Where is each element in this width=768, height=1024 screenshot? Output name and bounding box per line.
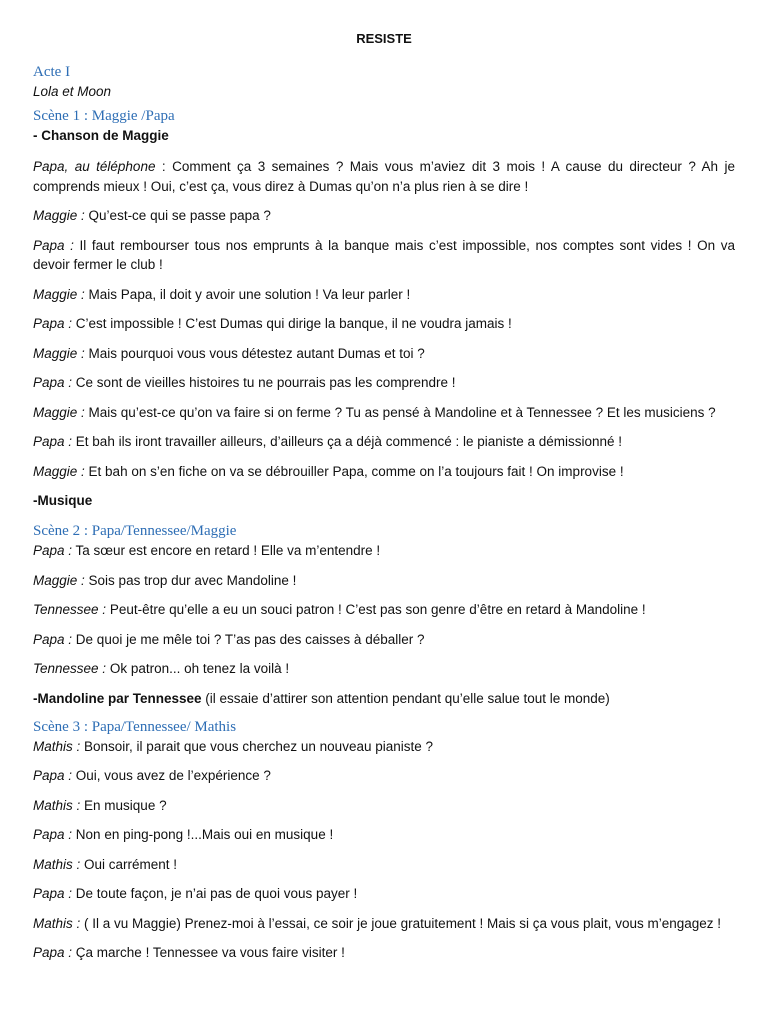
dialogue-text: De quoi je me mêle toi ? T’as pas des caisses à déballer ?	[75, 631, 425, 647]
dialogue-text: En musique ?	[84, 797, 167, 813]
act-subtitle: Lola et Moon	[33, 84, 112, 99]
speaker-name: Papa :	[33, 631, 73, 647]
speaker-name: Mathis :	[33, 856, 81, 872]
speaker-name: Papa, au téléphone	[33, 159, 156, 174]
dialogue-line	[33, 344, 735, 364]
dialogue-line	[33, 630, 735, 650]
dialogue-text: De toute façon, je n’ai pas de quoi vous payer !	[75, 886, 358, 901]
speaker-name: Papa :	[33, 945, 73, 960]
act-heading: Acte I	[33, 64, 71, 80]
dialogue-line	[33, 914, 735, 934]
document-title: RESISTE	[356, 31, 412, 46]
speaker-name: Papa :	[33, 434, 73, 449]
scene-3-dialogue	[33, 737, 735, 963]
speaker-name: Papa :	[33, 886, 73, 901]
dialogue-text: Comment ça 3 semaines ? Mais vous m’aviez dit 3 mois ! A cause du directeur ? Ah je comprends mieux ! Oui, c’est ça, vous direz à Dumas qu’on n’a plus rien à se dire !	[33, 159, 735, 194]
dialogue-text: Non en ping-pong !...Mais oui en musique !	[75, 827, 334, 842]
dialogue-line	[33, 285, 735, 305]
scene-2-heading: Scène 2 : Papa/Tennessee/Maggie	[33, 523, 237, 539]
dialogue-line	[33, 236, 735, 275]
scene-2-song-title: -Mandoline par Tennessee	[33, 690, 202, 706]
dialogue-line	[33, 855, 735, 875]
dialogue-text: Ok patron... oh tenez la voilà !	[109, 661, 290, 676]
dialogue-text: Et bah ils iront travailler ailleurs, d’ailleurs ça a déjà commencé : le pianiste a démissionné !	[75, 434, 623, 449]
speaker-name: Papa :	[33, 827, 73, 842]
dialogue-line	[33, 403, 735, 423]
speaker-name: Papa :	[33, 375, 73, 390]
dialogue-line	[33, 600, 735, 620]
speaker-name: Tennessee :	[33, 661, 107, 676]
dialogue-text: Mais pourquoi vous vous détestez autant Dumas et toi ?	[88, 345, 425, 361]
dialogue-text: Il faut rembourser tous nos emprunts à la banque mais c’est impossible, nos comptes sont vides ! On va devoir fermer le club !	[33, 237, 735, 272]
scene-3-heading: Scène 3 : Papa/Tennessee/ Mathis	[33, 718, 237, 735]
dialogue-line	[33, 796, 735, 816]
scene-2-dialogue	[33, 541, 735, 679]
document-content	[33, 31, 735, 973]
dialogue-line	[33, 825, 735, 845]
speaker-name: Maggie :	[33, 404, 85, 420]
speaker-name: Papa :	[33, 316, 73, 331]
speaker-name: Maggie :	[33, 345, 85, 361]
dialogue-text: Sois pas trop dur avec Mandoline !	[88, 572, 297, 588]
dialogue-text: Oui carrément !	[84, 856, 178, 872]
dialogue-line	[33, 314, 735, 334]
scene-1-music: -Musique	[33, 493, 93, 508]
dialogue-line	[33, 659, 735, 679]
speaker-name: Maggie :	[33, 286, 85, 302]
dialogue-text: Qu’est-ce qui se passe papa ?	[88, 208, 271, 223]
dialogue-line	[33, 571, 735, 591]
scene-1-song: - Chanson de Maggie	[33, 128, 169, 143]
dialogue-text: Et bah on s’en fiche on va se débrouiller Papa, comme on l’a toujours fait ! On improvise !	[88, 463, 624, 479]
dialogue-text: Ta sœur est encore en retard ! Elle va m’entendre !	[75, 543, 381, 558]
dialogue-text: Bonsoir, il parait que vous cherchez un nouveau pianiste ?	[84, 738, 434, 754]
dialogue-line	[33, 943, 735, 963]
dialogue-line	[33, 541, 735, 561]
dialogue-line	[33, 884, 735, 904]
dialogue-text: Oui, vous avez de l’expérience ?	[75, 768, 271, 783]
dialogue-line	[33, 432, 735, 452]
dialogue-text: C’est impossible ! C’est Dumas qui dirige la banque, il ne voudra jamais !	[75, 316, 512, 331]
dialogue-line	[33, 206, 735, 226]
speaker-name: Tennessee :	[33, 602, 107, 617]
scene-1-heading: Scène 1 : Maggie /Papa	[33, 108, 175, 124]
dialogue-text: Mais Papa, il doit y avoir une solution ! Va leur parler !	[88, 286, 411, 302]
scene-2-song-note: (il essaie d’attirer son attention pendant qu’elle salue tout le monde)	[201, 690, 610, 706]
speaker-name: Papa :	[33, 237, 74, 253]
dialogue-line	[33, 157, 735, 196]
speaker-name: Maggie :	[33, 208, 85, 223]
speaker-name: Mathis :	[33, 797, 81, 813]
speaker-name: Papa :	[33, 543, 73, 558]
speaker-separator: :	[155, 159, 173, 174]
scene-1-dialogue	[33, 157, 735, 481]
dialogue-text: Peut-être qu’elle a eu un souci patron ! C’est pas son genre d’être en retard à Mandoline !	[109, 602, 646, 617]
scene-2-song	[33, 689, 735, 708]
dialogue-text: ( Il a vu Maggie) Prenez-moi à l’essai, ce soir je joue gratuitement ! Mais si ça vous plait, vous m’engagez !	[84, 915, 722, 931]
dialogue-text: Ce sont de vieilles histoires tu ne pourrais pas les comprendre !	[75, 375, 456, 390]
speaker-name: Mathis :	[33, 738, 81, 754]
scene-2	[33, 522, 735, 708]
dialogue-text: Ça marche ! Tennessee va vous faire visiter !	[75, 945, 345, 960]
speaker-name: Papa :	[33, 768, 73, 783]
dialogue-line	[33, 766, 735, 786]
speaker-name: Mathis :	[33, 915, 81, 931]
dialogue-text: Mais qu’est-ce qu’on va faire si on ferme ? Tu as pensé à Mandoline et à Tennessee ? Et les musiciens ?	[88, 404, 716, 420]
dialogue-line	[33, 737, 735, 757]
dialogue-line	[33, 373, 735, 393]
speaker-name: Maggie :	[33, 463, 85, 479]
scene-1	[33, 107, 735, 510]
dialogue-line	[33, 462, 735, 482]
speaker-name: Maggie :	[33, 572, 85, 588]
scene-3	[33, 718, 735, 963]
